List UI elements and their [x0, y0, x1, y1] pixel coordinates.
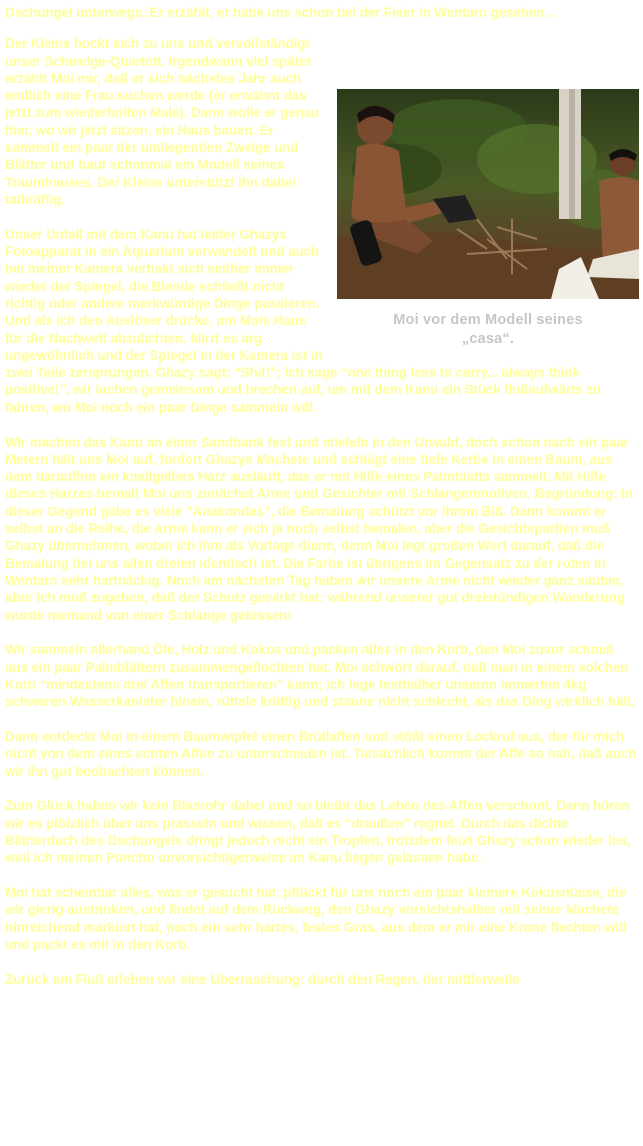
paragraph: Dschungel unterwegs. Er erzählt, er habe uns schon bei der Feier in Wentaro gesehen...	[5, 5, 555, 20]
caption-line-2: „casa“.	[461, 331, 515, 348]
paragraph: Wir sammeln allerhand Öle, Holz und Kokos und packen alles in den Korb, den Moi zuvor schnell aus ein paar Palmblättern zusammengeflochten hat. Moi schwört darauf, daß man in einem solchen Korb “mindestens drei Affen transportieren” kann; ich lege testhalber unseren immerhin 4kg schweren Wasserkanister hinein, rüttele kräftig und staune nicht schlecht, als das Ding wirklich hält.	[5, 642, 635, 710]
figure	[337, 89, 639, 349]
photo-moi-house-model	[337, 89, 639, 299]
paragraph: Der Kleine hockt sich zu uns und vervollständigt unser Schwelge-Quartett. Irgendwann viel später erzählt Moi mir, daß er sich nächstes Jahr auch endlich eine Frau suchen werde (er erwähnt das jetzt zum wiederholten Male). Dann wolle er genau hier, wo wir jetzt sitzen, ein Haus bauen. Er sammelt ein paar der umliegenden Zweige und Blätter und baut schonmal ein Modell seines Traumhauses. Der Kleine unterstützt ihn dabei tatkräftig.	[5, 36, 320, 207]
paragraph: Zurück am Fluß erleben wir eine Überraschung: durch den Regen, der mittlerweile	[5, 971, 520, 987]
paragraph: Wir machen das Kanu an einer Sandbank fest und stiefeln in den Urwald, doch schon nach ein paar Metern hält uns Moi auf, fordert Ghazys Machete und schlägt eine tiefe Kerbe in einen Baum, aus dem daraufhin ein knallgelbes Harz ausläuft, das er mit Hilfe eines Palmblatts sammelt. Mit Hilfe dieses Harzes bemalt Moi uns zunächst Arme und Gesichter mit Schlangenmotiven. Begründung: In dieser Gegend gäbe es viele “Anakondas”, die Bemalung schützt vor ihrem Biß. Dann kommt er selbst an die Reihe, die Arme kann er sich ja noch selbst bemalen, aber die Gesichtspartien muß Ghazy übernehmen, wobei ich ihm als Vorlage diene, denn Moi legt großen Wert darauf, daß die Bemalung bei uns allen dreien identisch ist. Die Farbe ist übrigens im Gegensatz zu der roten in Wentaro sehr hartnäckig. Noch am nächsten Tag haben wir unsere Arme nicht wieder ganz sauber, aber ich muß zugeben, daß der Schutz gewirkt hat: während unserer gut dreistündigen Wanderung wurde niemand von einer Schlange gebissen!	[5, 434, 633, 623]
caption-line-1: Moi vor dem Modell seines	[393, 312, 583, 329]
paragraph: Dann entdeckt Moi in einem Baumwipfel einen Brüllaffen und stößt einen Lockruf aus, der für mich nicht von dem eines echten Affen zu unterscheiden ist. Tatsächlich kommt der Affe so nah, daß auch wir ihn gut beobachten können.	[5, 728, 637, 779]
paragraph: Zum Glück haben wir kein Blasrohr dabei und so bleibt das Leben des Affen verschont. Dann hören wir es plötzlich über uns prasseln und wissen, daß es “draußen” regnet. Durch das dichte Blätterdach des Dschungels dringt jedoch nicht ein Tropfen, trotzdem feixt Ghazy schon wieder los, weil ich meinen Poncho unvorsichtigerweise im Kanu liegen gelassen habe.	[5, 798, 631, 866]
paragraph: Moi hat scheinbar alles, was er gesucht hat, pflückt für uns noch ein paar kleinere Kokosnüsse, die wir gierig austrinken, und findet auf dem Rückweg, den Ghazy vorsichtshalber mit seiner Machete hinreichend markiert hat, noch ein sehr hartes, festes Gras, aus dem er mir eine Krone flechten will und packt es mit in den Korb.	[5, 885, 627, 952]
photo-caption	[337, 311, 639, 349]
paragraph: Unser Unfall mit dem Kanu hat leider Ghazys Fotoapparat in ein Aquarium verwandelt und auch bei meiner Kamera verhakt sich seither immer wieder der Spiegel, die Blende schließt nicht richtig oder andere merkwürdige Dinge passieren. Und als ich den Auslöser drücke, um Mois Haus für die Nachwelt abzulichten, klirrt es arg ungewöhnlich und der Spiegel in der Kamera ist in zwei Teile zersprungen. Ghazy sagt: “Shit!”; ich sage “one thing less to carry... always think positive!”, wir lachen gemeinsam und brechen auf, um mit dem Kanu ein Stück flußaufwärts zu fahren, wo Moi noch ein paar Dinge sammeln will.	[5, 226, 601, 415]
